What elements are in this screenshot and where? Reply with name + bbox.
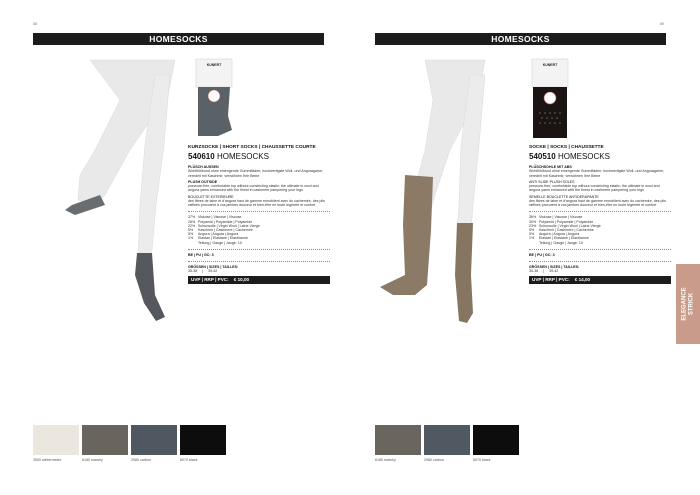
- color-swatch-black[interactable]: [473, 425, 519, 455]
- swatch-label: 6070 black: [180, 458, 198, 462]
- composition-list: 36% Viskose | Viscose | Viscose 30% Polyamid | Polyamide | Polyamide 23% Schurwolle | Virgin Wool | Laine Vierge 5% Kaschmir | Cashmere | Cachemire 5% Angora | Angora | Angora 1% Elastan | Elastane | Elasthanne Teilung | Gauge | Jauge: 10: [529, 215, 601, 245]
- desc-de-heading: PLÜSCH AUSSEN: [188, 165, 219, 170]
- composition-list: 37% Viskose | Viscose | Viscose 28% Polyamid | Polyamide | Polyamide 22% Schurwolle | Virgin Wool | Laine Vierge 5% Kaschmir | Cashmere | Cachemire 5% Angora | Angora | Angora 1% Elastan | Elastane | Elasthanne Teilung | Gauge | Jauge: 10: [188, 215, 260, 245]
- desc-fr-heading: SEMELLE BOUCLETTE ANTIDERAPANTE: [529, 194, 599, 199]
- desc-de-heading: PLÜSCHSOHLE MIT ABS: [529, 165, 572, 170]
- section-header-left: HOMESOCKS: [33, 33, 324, 45]
- side-tab-label: ELEGANCE STRICK: [681, 287, 694, 321]
- color-swatch-black[interactable]: [180, 425, 226, 455]
- desc-en-heading: ANTI SLIDE PLUSH SOLES: [529, 180, 575, 184]
- product-category: KURZSOCKE | SHORT SOCKS | CHAUSSETTE COURTE: [188, 145, 316, 150]
- product-info-left: [188, 146, 330, 284]
- sizes-heading: GRÖSSEN | SIZES | TAILLES:: [188, 265, 239, 270]
- color-swatch-marshy[interactable]: [82, 425, 128, 455]
- swatch-label: 6180 marshy: [82, 458, 103, 462]
- product-package-right: [530, 58, 570, 140]
- color-swatch-wintermelee[interactable]: [33, 425, 79, 455]
- desc-en: pressure-free, comfortable top without constricting elastic; the ultimate in wool and angora yarns enhanced with the finest in cashmere pampering your legs: [188, 184, 319, 193]
- price-bar: UVP | RRP | PVC: € 14,00: [529, 276, 671, 284]
- swatch-label: 2980 carbon: [131, 458, 151, 462]
- color-swatch-carbon[interactable]: [424, 425, 470, 455]
- svg-text:KUNERT: KUNERT: [542, 63, 558, 67]
- swatch-label: 2980 carbon: [424, 458, 444, 462]
- swatch-label: 6180 marshy: [375, 458, 396, 462]
- desc-de: Wohlfühlbund ohne einengende Gummifäden; hochwertigste Woll- und Angoragarne, veredelt mit Kaschmir, verwöhnen Ihre Beine: [529, 169, 665, 178]
- page-number-right: 89: [660, 22, 664, 26]
- sizes-values: 35-38 | 39-42: [529, 269, 559, 274]
- desc-fr: des fibres de laine et d'angora haut de gamme ennoblient avec du cachemire, des plis raffinés procurent à vos jambes douceur et bien-être en toute légèreté et confort: [188, 199, 325, 208]
- desc-fr: des fibres de laine et d'angora haut de gamme ennoblient avec du cachemire, des plis raffinés procurent à vos jambes douceur et bien-être en toute légèreté et confort: [529, 199, 666, 208]
- sizes-values: 35-38 | 39-42: [188, 269, 218, 274]
- swatch-label: 3500 wintermelee: [33, 458, 62, 462]
- color-swatch-marshy[interactable]: [375, 425, 421, 455]
- article-title: 540610 HOMESOCKS: [188, 152, 269, 162]
- sizes-heading: GRÖSSEN | SIZES | TAILLES:: [529, 265, 580, 270]
- desc-en: pressure-free, comfortable top without constricting elastic; the ultimate in wool and angora yarns enhanced with the finest in cashmere pampering your legs: [529, 184, 660, 193]
- page-number-left: 88: [33, 22, 37, 26]
- price-bar: UVP | RRP | PVC: € 10,00: [188, 276, 330, 284]
- packing-unit: BE | PU | GC: 3: [188, 252, 214, 257]
- legs-short-socks-image: [60, 55, 185, 325]
- swatch-label: 6070 black: [473, 458, 491, 462]
- color-swatch-carbon[interactable]: [131, 425, 177, 455]
- legs-socks-image: [375, 55, 500, 325]
- section-header-right: HOMESOCKS: [375, 33, 666, 45]
- desc-fr-heading: BOUCLETTE EXTERIEURE: [188, 194, 234, 199]
- product-info-right: [529, 146, 671, 284]
- article-title: 540510 HOMESOCKS: [529, 152, 610, 162]
- product-package-left: [194, 58, 234, 140]
- svg-text:KUNERT: KUNERT: [206, 63, 222, 67]
- packing-unit: BE | PU | GC: 3: [529, 252, 555, 257]
- desc-de: Wohlfühlbund ohne einengende Gummifäden; hochwertigste Woll- und Angoragarne, veredelt mit Kaschmir, verwöhnen Ihre Beine: [188, 169, 324, 178]
- product-category: SOCKE | SOCKS | CHAUSSETTE: [529, 145, 604, 150]
- desc-en-heading: PLUSH OUTSIDE: [188, 180, 218, 184]
